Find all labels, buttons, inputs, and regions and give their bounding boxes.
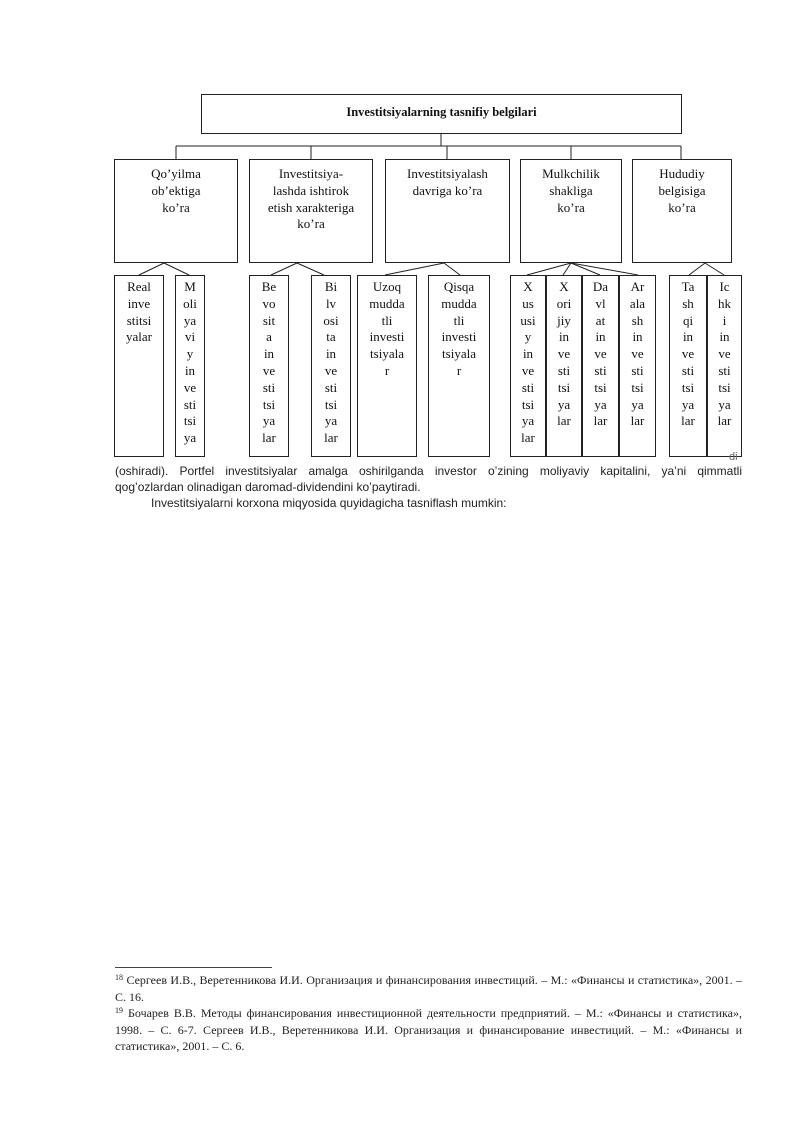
leaf-direct-investments: Be vo sit a in ve sti tsi ya lar <box>249 275 289 457</box>
body-line-3: Investitsiyalarni korxona miqyosida quyidagicha tasniflash mumkin: <box>151 496 507 510</box>
footnote-text: Бочарев В.В. Методы финансирования инвестиционной деятельности предприятий. – М.: «Финансы и статистика», 1998. – С. 6-7. Сергеев И.В., Веретенникова И.И. Организация и финансирование инвестиций. – М.: «Финансы и статистика», 2001. – С. 6. <box>115 1006 743 1053</box>
diagram-title: Investitsiyalarning tasnifiy belgilari <box>201 94 682 134</box>
leaf-state-investments: Da vl at in ve sti tsi ya lar <box>582 275 619 457</box>
footnote-number: 19 <box>115 1006 123 1015</box>
body-line-1: (oshiradi). Portfel investitsiyalar amalga oshirilganda investor o’zining moliyaviy kapitalini, ya’ni qimmatli <box>115 464 742 478</box>
category-box-participation: Investitsiya- lashda ishtirok etish xarakteriga ko’ra <box>249 159 373 263</box>
category-box-ownership: Mulkchilik shakliga ko’ra <box>520 159 622 263</box>
leaf-short-term-investments: Qisqa mudda tli investi tsiyala r <box>428 275 490 457</box>
overflow-fragment: di <box>729 451 738 463</box>
leaf-internal-investments: Ic hk i in ve sti tsi ya lar <box>707 275 742 457</box>
footnote-separator <box>115 967 272 968</box>
leaf-external-investments: Ta sh qi in ve sti tsi ya lar <box>669 275 707 457</box>
leaf-foreign-investments: X ori jiy in ve sti tsi ya lar <box>546 275 582 457</box>
leaf-long-term-investments: Uzoq mudda tli investi tsiyala r <box>357 275 417 457</box>
leaf-private-investments: X us usi y in ve sti tsi ya lar <box>510 275 546 457</box>
body-line-2: qog’ozlardan olinadigan daromad-dividendini ko’paytiradi. <box>115 480 421 494</box>
footnote-19 <box>115 1005 742 1055</box>
footnote-text: Сергеев И.В., Веретенникова И.И. Организация и финансирования инвестиций. – М.: «Финансы и статистика», 2001. – С. 16. <box>115 973 743 1004</box>
category-box-territory: Hududiy belgisiga ko’ra <box>632 159 732 263</box>
footnote-18 <box>115 972 742 1005</box>
leaf-financial-investments: M oli ya vi y in ve sti tsi ya <box>175 275 205 457</box>
category-box-period: Investitsiyalash davriga ko’ra <box>385 159 510 263</box>
category-box-object: Qo’yilma ob’ektiga ko’ra <box>114 159 238 263</box>
footnote-number: 18 <box>115 973 123 982</box>
leaf-indirect-investments: Bi lv osi ta in ve sti tsi ya lar <box>311 275 351 457</box>
leaf-mixed-investments: Ar ala sh in ve sti tsi ya lar <box>619 275 656 457</box>
leaf-real-investments: Real inve stitsi yalar <box>114 275 164 457</box>
